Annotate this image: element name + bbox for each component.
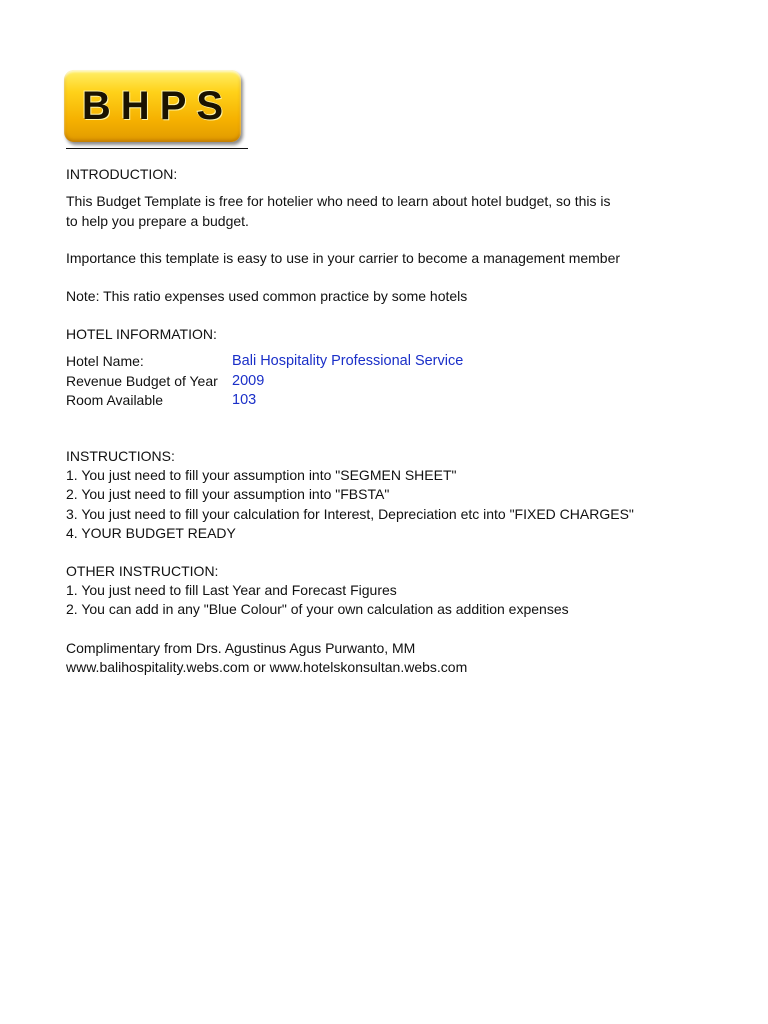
logo-underline-divider [66, 148, 248, 149]
introduction-heading: INTRODUCTION: [66, 166, 178, 182]
logo-text: BHPS [81, 83, 234, 128]
introduction-paragraph-line-2: to help you prepare a budget. [66, 213, 249, 229]
hotel-name-label: Hotel Name: [66, 353, 144, 369]
room-available-label: Room Available [66, 392, 164, 408]
instruction-item: 4. YOUR BUDGET READY [66, 525, 236, 541]
room-available-value: 103 [232, 392, 257, 408]
instructions-heading: INSTRUCTIONS: [66, 448, 175, 464]
website-links: www.balihospitality.webs.com or www.hotelskonsultan.webs.com [66, 659, 468, 675]
hotel-name-value: Bali Hospitality Professional Service [232, 353, 464, 369]
bhps-logo [64, 70, 241, 142]
introduction-paragraph-line-1: This Budget Template is free for hotelier who need to learn about hotel budget, so this is [66, 193, 611, 209]
complimentary-credit: Complimentary from Drs. Agustinus Agus Purwanto, MM [66, 640, 416, 656]
other-instruction-item: 1. You just need to fill Last Year and Forecast Figures [66, 582, 397, 598]
other-instruction-item: 2. You can add in any "Blue Colour" of your own calculation as addition expenses [66, 601, 569, 617]
instruction-item: 2. You just need to fill your assumption into "FBSTA" [66, 486, 390, 502]
instruction-item: 3. You just need to fill your calculation for Interest, Depreciation etc into "FIXED CHARGES" [66, 506, 634, 522]
hotel-information-heading: HOTEL INFORMATION: [66, 326, 217, 342]
instruction-item: 1. You just need to fill your assumption into "SEGMEN SHEET" [66, 467, 457, 483]
revenue-budget-year-value: 2009 [232, 373, 265, 389]
revenue-budget-year-label: Revenue Budget of Year [66, 373, 218, 389]
other-instruction-heading: OTHER INSTRUCTION: [66, 563, 219, 579]
importance-text: Importance this template is easy to use in your carrier to become a management member [66, 250, 621, 266]
note-text: Note: This ratio expenses used common practice by some hotels [66, 288, 468, 304]
